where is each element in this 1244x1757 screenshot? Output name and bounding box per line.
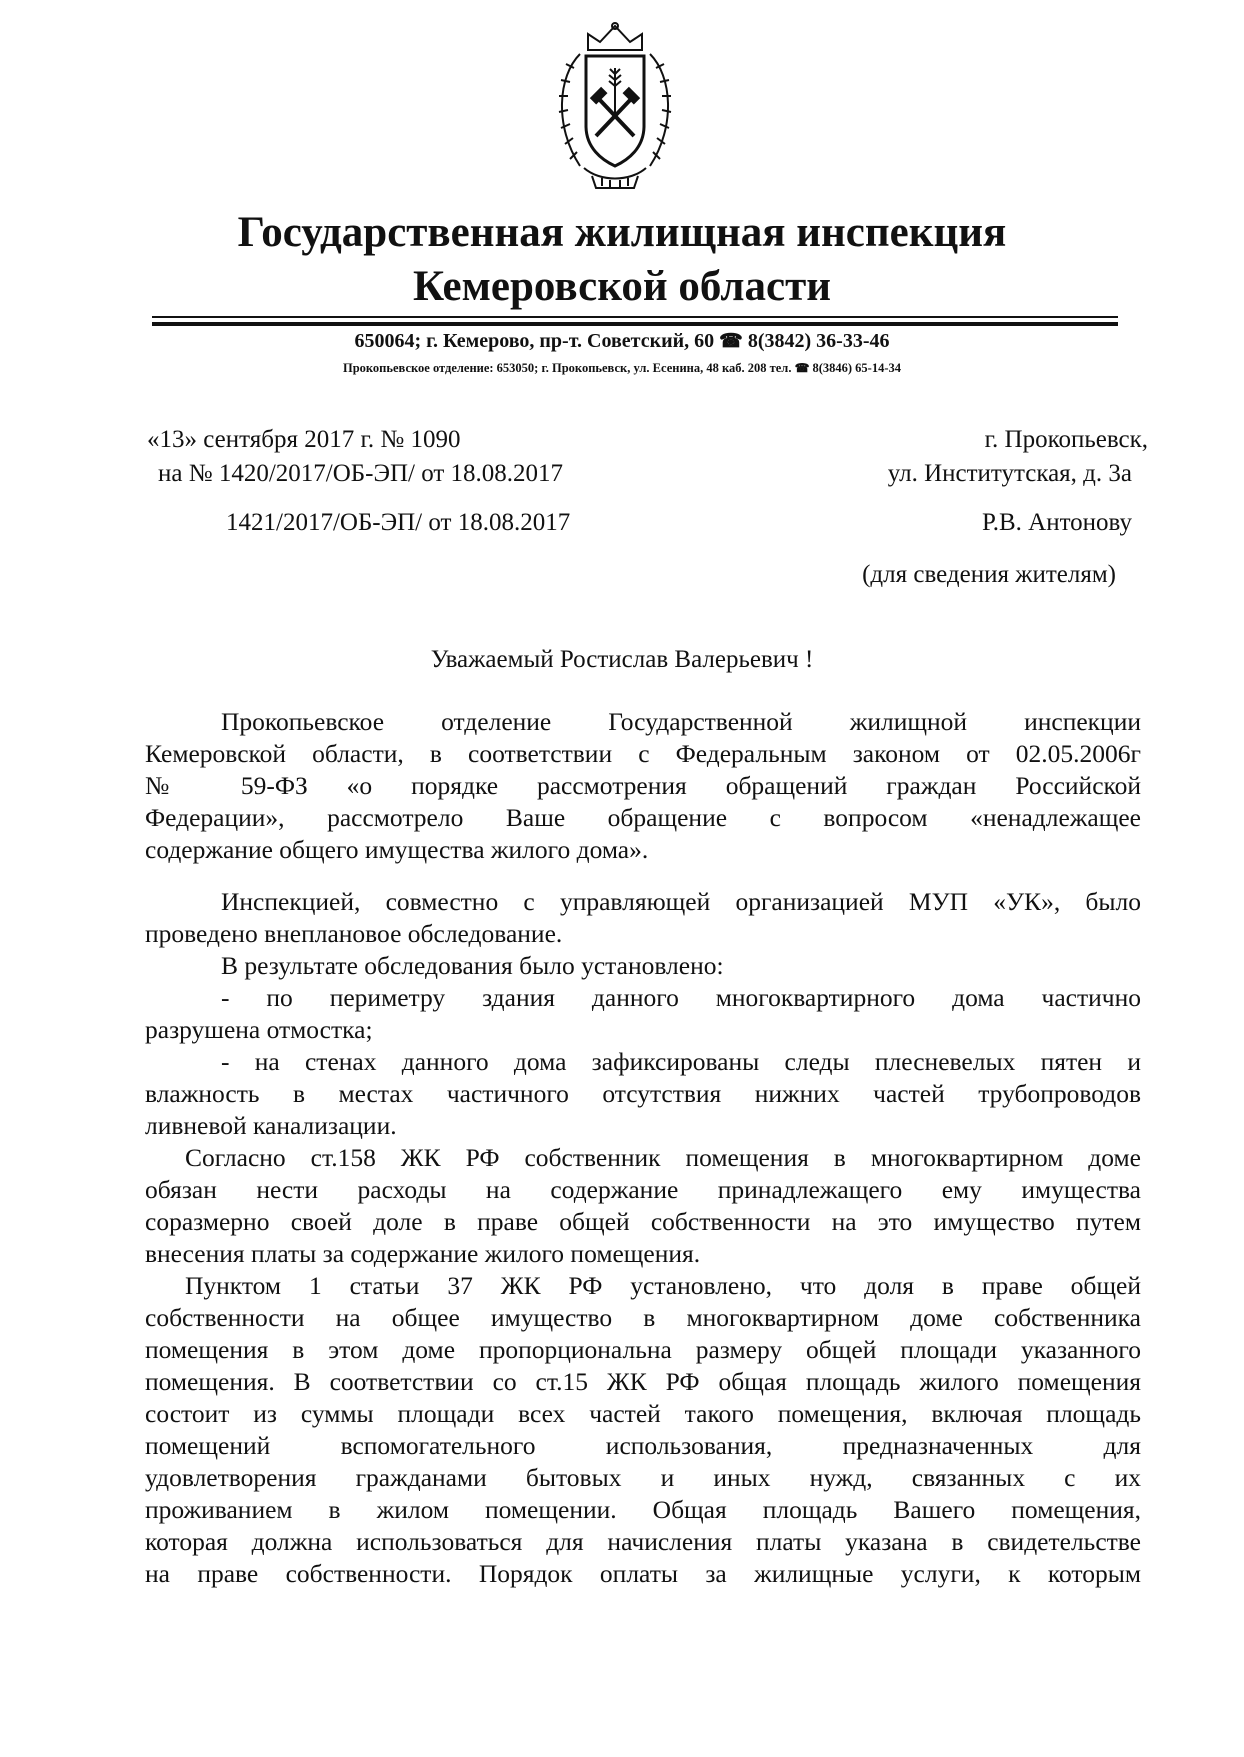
body-line: В результате обследования было установлено: [221, 951, 724, 980]
body-line: Инспекцией, совместно с управляющей организацией МУП «УК», было [221, 887, 1141, 916]
phone-icon: ☎ [794, 361, 810, 375]
incoming-reference-2: 1421/2017/ОБ-ЭП/ от 18.08.2017 [226, 509, 571, 536]
body-line: помещения в этом доме пропорциональна размеру общей площади указанного [145, 1335, 1141, 1364]
organization-title-line2: Кемеровской области [413, 263, 831, 310]
organization-title-line1: Государственная жилищная инспекция [237, 209, 1007, 256]
greeting: Уважаемый Ростислав Валерьевич ! [430, 646, 814, 673]
organization-address [0, 330, 1244, 353]
body-line: № 59-ФЗ «о порядке рассмотрения обращений граждан Российской [145, 771, 1141, 800]
branch-address [0, 361, 1244, 376]
body-line: - по периметру здания данного многоквартирного дома частично [221, 983, 1141, 1012]
body-line: обязан нести расходы на содержание принадлежащего ему имущества [145, 1175, 1141, 1204]
recipient-note: (для сведения жителям) [862, 561, 1116, 588]
body-line: влажность в местах частичного отсутствия нижних частей трубопроводов [145, 1079, 1141, 1108]
body-line: Пунктом 1 статьи 37 ЖК РФ установлено, что доля в праве общей [185, 1271, 1141, 1300]
branch-phone-number: 8(3846) 65-14-34 [812, 361, 902, 375]
body-line: Согласно ст.158 ЖК РФ собственник помещения в многоквартирном доме [185, 1143, 1141, 1172]
body-line: - на стенах данного дома зафиксированы следы плесневелых пятен и [221, 1047, 1141, 1076]
body-line: состоит из суммы площади всех частей такого помещения, включая площадь [145, 1399, 1141, 1428]
body-line: соразмерно своей доле в праве общей собственности на это имущество путем [145, 1207, 1141, 1236]
header-rule-thin [152, 316, 1118, 318]
outgoing-date-number: «13» сентября 2017 г. № 1090 [147, 426, 461, 453]
body-line: содержание общего имущества жилого дома». [145, 835, 649, 864]
body-line: внесения платы за содержание жилого помещения. [145, 1239, 701, 1268]
address-text: 650064; г. Кемерово, пр-т. Советский, 60 [354, 330, 715, 352]
body-line: проживанием в жилом помещении. Общая площадь Вашего помещения, [145, 1495, 1141, 1524]
body-line: помещения. В соответствии со ст.15 ЖК РФ общая площадь жилого помещения [145, 1367, 1141, 1396]
phone-icon: ☎ [719, 331, 743, 352]
recipient-city: г. Прокопьевск, [984, 426, 1148, 453]
body-line: на праве собственности. Порядок оплаты за жилищные услуги, к которым [145, 1559, 1141, 1588]
header-rule-thick [152, 322, 1118, 326]
body-line: Федерации», рассмотрело Ваше обращение с вопросом «ненадлежащее [145, 803, 1141, 832]
body-line: Прокопьевское отделение Государственной жилищной инспекции [221, 707, 1141, 736]
incoming-reference-1: на № 1420/2017/ОБ-ЭП/ от 18.08.2017 [158, 460, 564, 487]
branch-address-text: Прокопьевское отделение: 653050; г. Прокопьевск, ул. Есенина, 48 каб. 208 тел. [342, 361, 792, 375]
body-line: проведено внеплановое обследование. [145, 919, 563, 948]
body-line: ливневой канализации. [145, 1111, 397, 1140]
body-line: собственности на общее имущество в многоквартирном доме собственника [145, 1303, 1141, 1332]
phone-number: 8(3842) 36-33-46 [747, 330, 890, 352]
body-line: помещений вспомогательного использования, предназначенных для [145, 1431, 1141, 1460]
recipient-name: Р.В. Антонову [981, 509, 1132, 536]
organization-title [0, 206, 1244, 314]
coat-of-arms-emblem [540, 16, 690, 196]
recipient-street: ул. Институтская, д. 3а [887, 460, 1132, 487]
body-line: Кемеровской области, в соответствии с Федеральным законом от 02.05.2006г [145, 739, 1141, 768]
body-line: которая должна использоваться для начисления платы указана в свидетельстве [145, 1527, 1141, 1556]
body-line: удовлетворения гражданами бытовых и иных нужд, связанных с их [145, 1463, 1141, 1492]
letter-body [145, 706, 1141, 1590]
body-line: разрушена отмостка; [145, 1015, 373, 1044]
